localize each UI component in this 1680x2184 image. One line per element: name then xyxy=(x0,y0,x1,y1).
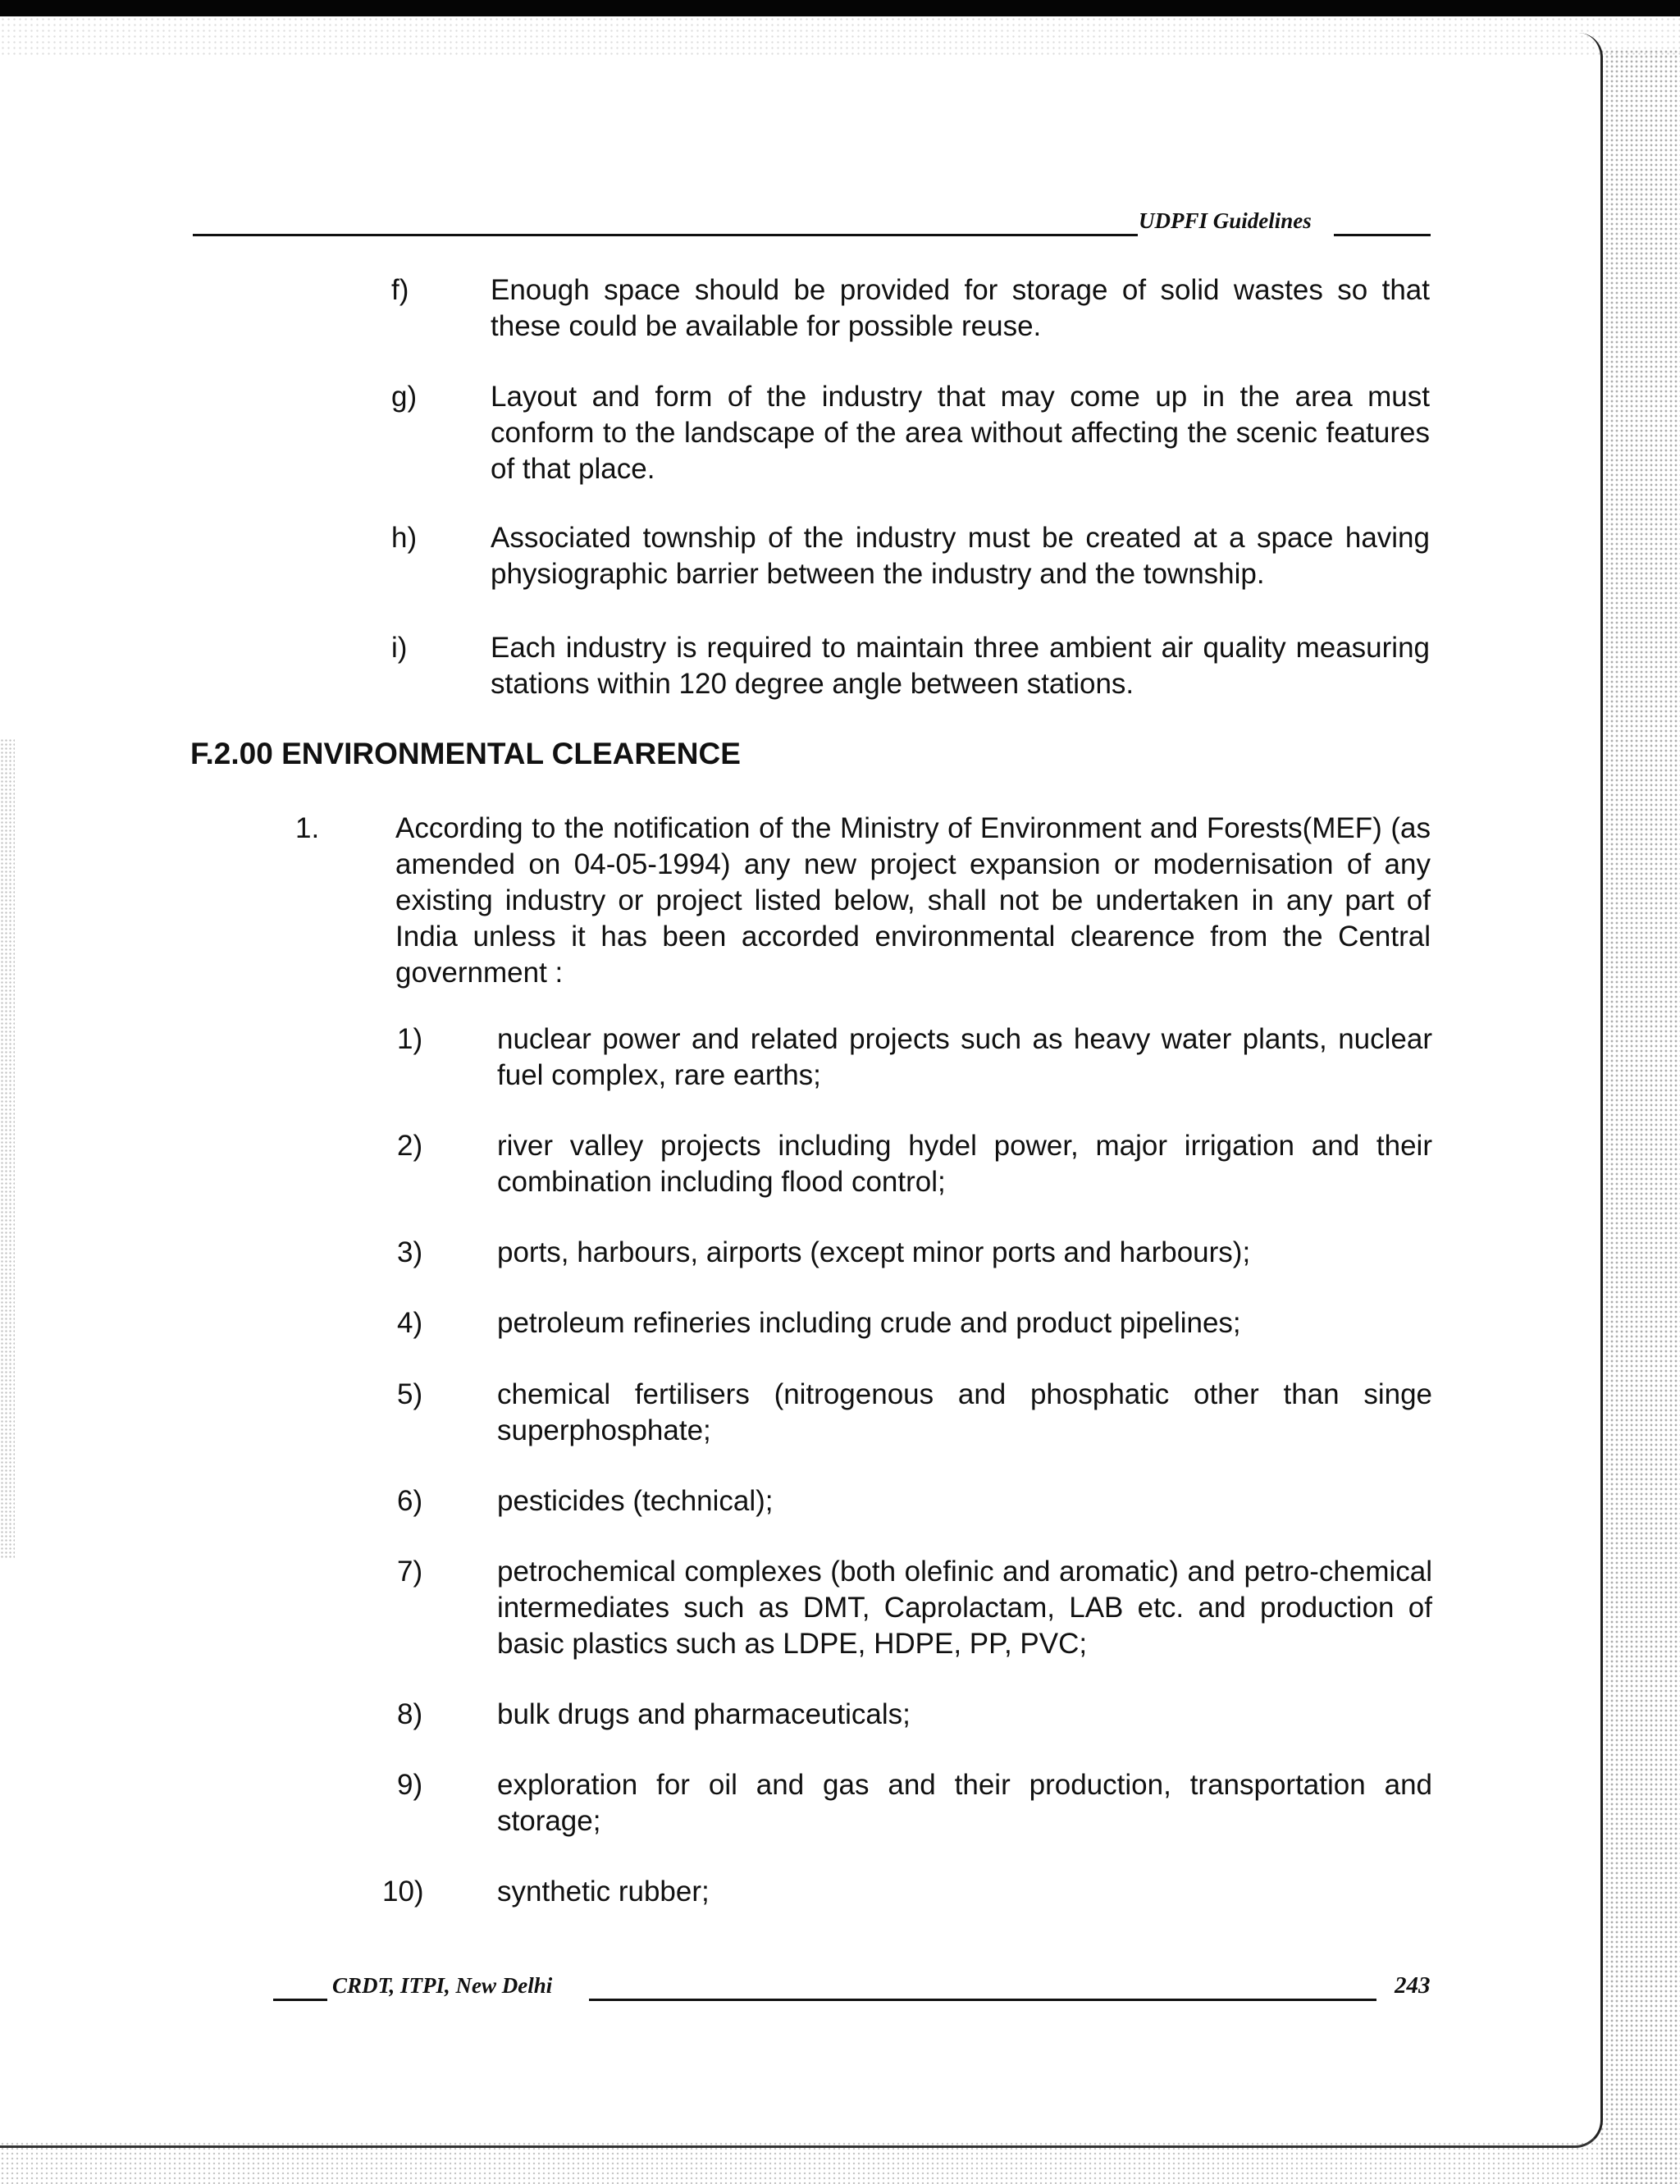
list-marker: i) xyxy=(391,632,408,664)
header-rule-right xyxy=(1334,234,1431,236)
running-title: UDPFI Guidelines xyxy=(1139,208,1312,233)
list-marker: 4) xyxy=(397,1307,423,1339)
scan-top-border xyxy=(0,0,1680,16)
list-item-text: Associated township of the industry must be created at a space having physiographic barrier between the industry and the township. xyxy=(491,522,1430,590)
list-item-text: chemical fertilisers (nitrogenous and phosphatic other than singe superphosphate; xyxy=(497,1378,1432,1446)
list-item-text: exploration for oil and gas and their production, transportation and storage; xyxy=(497,1769,1432,1837)
list-marker: 5) xyxy=(397,1378,423,1410)
paragraph-marker: 1. xyxy=(295,812,320,844)
list-item-text: Enough space should be provided for storage of solid wastes so that these could be available for possible reuse. xyxy=(491,274,1430,342)
section-heading: F.2.00 ENVIRONMENTAL CLEARENCE xyxy=(190,737,741,770)
list-item-text: Each industry is required to maintain three ambient air quality measuring stations within 120 degree angle between stations. xyxy=(491,632,1430,700)
list-marker: 6) xyxy=(397,1485,423,1517)
list-marker: 9) xyxy=(397,1769,423,1801)
list-marker: h) xyxy=(391,522,418,554)
list-marker: 8) xyxy=(397,1698,423,1730)
paragraph-text: According to the notification of the Ministry of Environment and Forests(MEF) (as amended on 04-05-1994) any new project expansion or modernisation of any existing industry or project listed below, shall not be undertaken in any part of India unless it has been accorded environmental clearence from the Central government : xyxy=(395,812,1431,989)
page-number: 243 xyxy=(1395,1972,1431,1999)
list-item-text: petroleum refineries including crude and product pipelines; xyxy=(497,1307,1241,1339)
list-item-text: nuclear power and related projects such as heavy water plants, nuclear fuel complex, rare earths; xyxy=(497,1023,1432,1091)
list-item-text: ports, harbours, airports (except minor ports and harbours); xyxy=(497,1236,1251,1268)
list-marker: 10) xyxy=(382,1876,424,1908)
footer-publisher: CRDT, ITPI, New Delhi xyxy=(332,1973,553,1998)
list-marker: 3) xyxy=(397,1236,423,1268)
footer-rule-right xyxy=(589,1999,1376,2001)
list-marker: 1) xyxy=(397,1023,423,1055)
scan-noise-right xyxy=(1600,49,1680,2184)
list-item-text: synthetic rubber; xyxy=(497,1876,710,1908)
header-rule-left xyxy=(193,234,1138,236)
list-marker: 2) xyxy=(397,1130,423,1162)
list-item-text: Layout and form of the industry that may come up in the area must conform to the landscape of the area without affecting the scenic features of that place. xyxy=(491,381,1430,485)
list-marker: f) xyxy=(391,274,409,306)
footer-rule-left xyxy=(273,1999,327,2001)
list-marker: 7) xyxy=(397,1556,423,1588)
list-item-text: river valley projects including hydel power, major irrigation and their combination including flood control; xyxy=(497,1130,1432,1198)
list-marker: g) xyxy=(391,381,418,413)
list-item-text: bulk drugs and pharmaceuticals; xyxy=(497,1698,911,1730)
list-item-text: petrochemical complexes (both olefinic and aromatic) and petro-chemical intermediates such as DMT, Caprolactam, LAB etc. and production of basic plastics such as LDPE, HDPE, PP, PVC; xyxy=(497,1556,1432,1660)
list-item-text: pesticides (technical); xyxy=(497,1485,774,1517)
